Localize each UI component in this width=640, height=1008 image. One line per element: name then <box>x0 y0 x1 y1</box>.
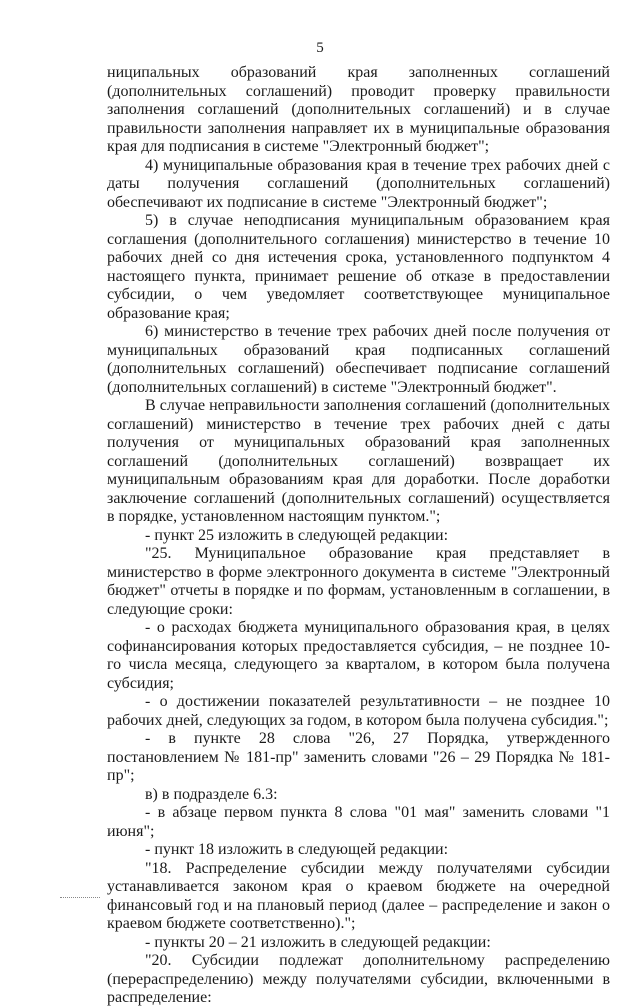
paragraph: ниципальных образований края заполненных соглашений (дополнительных соглашений) проводит проверку правильности заполнения соглашений (дополнительных соглашений) и в случае правильности заполнения направляет их в муниципальные образования края для подписания в системе "Электронный бюджет"; <box>107 64 610 155</box>
document-body <box>107 64 610 1008</box>
paragraph: 5) в случае неподписания муниципальным образованием края соглашения (дополнительного соглашения) министерство в течение 10 рабочих дней со дня истечения срока, установленного подпунктом 4 настоящего пункта, принимает решение об отказе в предоставлении субсидии, о чем уведомляет соответствующее муниципальное образование края; <box>107 212 610 322</box>
paragraph: в) в подразделе 6.3: <box>145 785 278 803</box>
paragraph: "20. Субсидии подлежат дополнительному распределению (перераспределению) между получателями субсидии, включенными в распределение: <box>107 952 610 1006</box>
paragraph: - пункты 20 – 21 изложить в следующей редакции: <box>145 933 491 951</box>
paragraph: - в абзаце первом пункта 8 слова "01 мая" заменить словами "1 июня"; <box>107 804 610 840</box>
paragraph: 6) министерство в течение трех рабочих дней после получения от муниципальных образований края подписанных соглашений (дополнительных соглашений) обеспечивает подписание соглашений (дополнительных соглашений) в системе "Электронный бюджет". <box>107 323 610 396</box>
page-number: 5 <box>316 40 324 56</box>
paragraph: "25. Муниципальное образование края представляет в министерство в форме электронного документа в системе "Электронный бюджет" отчеты в порядке и по формам, установленным в соглашении, в следующие сроки: <box>107 545 610 618</box>
scan-artifact-line <box>60 897 100 898</box>
paragraph: - о расходах бюджета муниципального образования края, в целях софинансирования которых предоставляется субсидия, – не позднее 10-го числа месяца, следующего за кварталом, в котором была получена субсидия; <box>107 619 610 692</box>
paragraph: - в пункте 28 слова "26, 27 Порядка, утвержденного постановлением № 181-пр" заменить словами "26 – 29 Порядка № 181-пр"; <box>107 730 610 784</box>
paragraph: - пункт 25 изложить в следующей редакции: <box>145 526 449 544</box>
paragraph: 4) муниципальные образования края в течение трех рабочих дней с даты получения соглашений (дополнительных соглашений) обеспечивают их подписание в системе "Электронный бюджет"; <box>107 156 610 211</box>
paragraph: - пункт 18 изложить в следующей редакции: <box>145 841 449 858</box>
paragraph: В случае неправильности заполнения соглашений (дополнительных соглашений) министерство в течение трех рабочих дней с даты получения от муниципальных образований края заполненных соглашений (дополнительных соглашений) возвращает их муниципальным образованиям края для доработки. После доработки заключение соглашений (дополнительных соглашений) осуществляется в порядке, установленном настоящим пунктом."; <box>107 397 610 525</box>
paragraph: "18. Распределение субсидии между получателями субсидии устанавливается законом края о краевом бюджете на очередной финансовый год и на плановый период (далее – распределение и закон о краевом бюджете соответственно)."; <box>107 859 610 932</box>
paragraph: - о достижении показателей результативности – не позднее 10 рабочих дней, следующих за годом, в котором была получена субсидия."; <box>107 693 610 729</box>
